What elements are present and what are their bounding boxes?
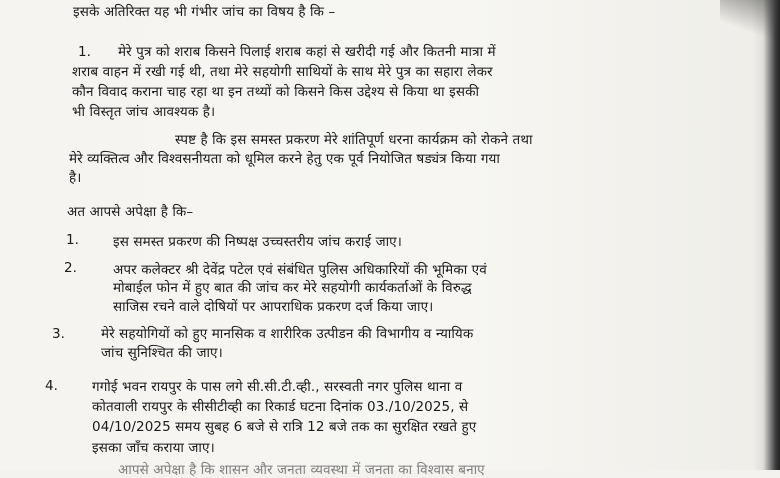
intro-line: इसके अतिरिक्त यह भी गंभीर जांच का विषय है कि – (73, 4, 336, 20)
para-1-line-4: भी विस्तृत जांच आवश्यक है। (72, 104, 216, 120)
request-line: अत आपसे अपेक्षा है कि– (67, 204, 194, 220)
para-1-number: 1. (78, 44, 91, 60)
para-2-line-2: मेरे व्यक्तित्व और विश्वसनीयता को धूमिल करने हेतु एक पूर्व नियोजित षड्यंत्र किया गया (69, 151, 500, 167)
item-3-number: 3. (52, 326, 65, 342)
item-4-line-1: गगोई भवन रायपुर के पास लगे सी.सी.टी.व्ही., सरस्वती नगर पुलिस थाना व (92, 379, 463, 395)
para-1-line-3: कौन विवाद कराना चाह रहा था इन तथ्यों को किसने किस उद्देश्य से किया था इसकी (72, 84, 480, 100)
item-4-line-3: 04/10/2025 समय सुबह 6 बजे से रात्रि 12 बजे तक का सुरक्षित रखते हुए (92, 419, 477, 435)
item-3-line-1: मेरे सहयोगियों को हुए मानसिक व शारीरिक उत्पीडन की विभागीय व न्यायिक (101, 326, 474, 342)
para-2-line-3: है। (69, 170, 82, 186)
item-1-number: 1. (66, 232, 79, 248)
item-2-number: 2. (64, 260, 77, 276)
item-2-line-2: मोबाईल फोन में हुए बात की जांच कर मेरे सहयोगी कार्यकर्ताओं के विरुद्ध (113, 280, 472, 296)
page-edge-shadow (752, 0, 780, 470)
item-4-line-2: कोतवाली रायपुर के सीसीटीव्ही का रिकार्ड घटना दिनांक 03./10/2025, से (92, 399, 469, 415)
item-4-line-4: इसका जाँच कराया जाए। (92, 440, 215, 456)
item-3-line-2: जांच सुनिश्चित की जाए। (101, 345, 223, 361)
item-2-line-3: साजिस रचने वाले दोषियों पर आपराधिक प्रकरण दर्ज किया जाए। (113, 299, 434, 315)
item-4-number: 4. (45, 378, 58, 394)
item-1-line-1: इस समस्त प्रकरण की निष्पक्ष उच्चस्तरीय जांच कराई जाए। (113, 234, 402, 250)
cutoff-line: आपसे अपेक्षा है कि शासन और जनता व्यवस्था में जनता का विश्वास बनाए (118, 462, 485, 478)
para-1-line-2: शराब वाहन में रखी गई थी, तथा मेरे सहयोगी साथियों के साथ मेरे पुत्र का सहारा लेकर (72, 64, 493, 80)
para-2-line-1: स्पष्ट है कि इस समस्त प्रकरण मेरे शांतिपूर्ण धरना कार्यक्रम को रोकने तथा (175, 132, 533, 148)
item-2-line-1: अपर कलेक्टर श्री देवेंद्र पटेल एवं संबंधित पुलिस अधिकारियों की भूमिका एवं (113, 262, 487, 278)
para-1-line-1: मेरे पुत्र को शराब किसने पिलाई शराब कहां से खरीदी गई और कितनी मात्रा में (118, 44, 496, 60)
